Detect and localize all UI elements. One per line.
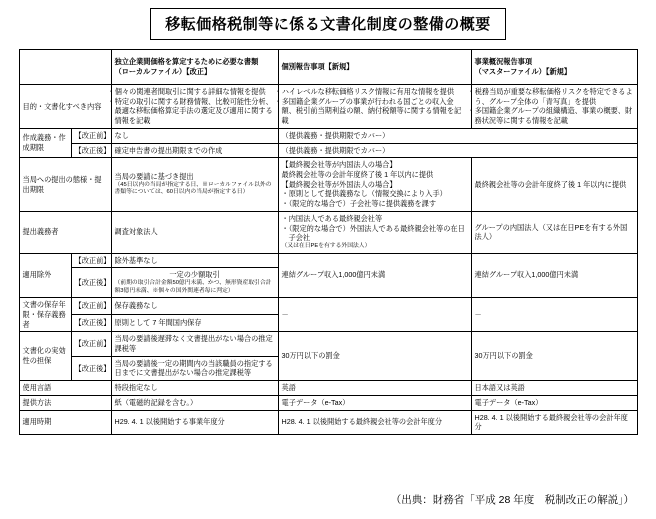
row-header-effective-date: 適用時期 (19, 410, 111, 434)
cell-effective-date-local: H29. 4. 1 以後開始する事業年度分 (111, 410, 278, 434)
cell-obligor-master: グループの内国法人（又は在日PEを有する外国法人） (471, 211, 637, 253)
cell-submission-local (111, 158, 278, 212)
sub-header-before: 【改正前】 (71, 332, 111, 356)
cell-retention-after-local: 原則として 7 年間国内保存 (111, 315, 278, 332)
cell-line: 当局の要請に基づき提出 (114, 172, 194, 182)
column-header-local-file (111, 50, 278, 85)
cell-method-cbc: 電子データ（e-Tax） (278, 395, 471, 410)
cell-enforcement-after-local: 当局の要請後一定の期間内の当該職員の指定する日までに文書提出がない場合の推定課税等 (111, 356, 278, 380)
cell-language-cbc: 英語 (278, 381, 471, 396)
cell-line: ・特定の取引に関する財務情報、比較可能性分析、最適な移転価格算定手法の選定及び適用に関する情報を記載 (107, 96, 273, 126)
table-row (19, 410, 637, 434)
cell-retention-before-local: 保存義務なし (111, 298, 278, 315)
table-row (19, 158, 637, 212)
cell-note: （前期の取引合計金額50億円未満、かつ、無形資産取引合計額3億円未満、※個々の国外関連者毎に判定） (114, 280, 272, 294)
cell-line: ・多国籍企業グループの事業が行われる国ごとの収入金額、税引前当期利益の額、納付税額等に関する情報を記載 (274, 96, 462, 126)
cell-purpose-local (107, 85, 278, 129)
cell-purpose-master (467, 85, 637, 129)
cell-obligor-cbc (278, 211, 471, 253)
column-header-local-file-line2: （ローカルファイル）【改正】 (114, 67, 212, 76)
cell-exemption-before-local: 除外基準なし (111, 253, 278, 268)
column-header-cbc-report (278, 50, 471, 85)
cell-preparation-before-local: なし (111, 128, 278, 143)
row-header-preparation: 作成義務・作成期限 (19, 128, 71, 157)
row-header-submission: 当局への提出の態様・提出期限 (19, 158, 111, 212)
row-header-retention: 文書の保存年限・保存義務者 (19, 298, 71, 332)
row-header-method: 提供方法 (19, 395, 111, 410)
cell-enforcement-before-local: 当局の要請後遅滞なく文書提出がない場合の推定課税等 (111, 332, 278, 356)
table-row (19, 85, 637, 129)
cell-note: （45日以内の当局が指定する日、※ローカルファイル以外の書類等については、60日以内の当局が指定する日） (114, 181, 272, 196)
sub-header-before: 【改正前】 (71, 128, 111, 143)
sub-header-after: 【改正後】 (71, 315, 111, 332)
cell-language-master: 日本語又は英語 (471, 381, 637, 396)
cell-effective-date-cbc: H28. 4. 1 以後開始する最終親会社等の会計年度分 (278, 410, 471, 434)
cell-preparation-after-covered: （提供義務・提供期限でカバー） (278, 143, 637, 158)
sub-header-after: 【改正後】 (71, 268, 111, 298)
row-header-obligor: 提出義務者 (19, 211, 111, 253)
cell-line: ・ハイレベルな移転価格リスク情報に有用な情報を提供 (274, 87, 455, 96)
cell-method-local: 紙（電磁的記録を含む。） (111, 395, 278, 410)
sub-header-after: 【改正後】 (71, 356, 111, 380)
table-row (19, 143, 637, 158)
row-header-language: 使用言語 (19, 381, 111, 396)
table-header (19, 50, 637, 85)
table-row (19, 395, 637, 410)
table-row (19, 381, 637, 396)
row-header-enforcement: 文書化の実効性の担保 (19, 332, 71, 381)
table-corner-cell (19, 50, 111, 85)
cell-language-local: 特段指定なし (111, 381, 278, 396)
page-title: 移転価格税制等に係る文書化制度の整備の概要 (150, 8, 506, 40)
column-header-master-file-line1: 事業概況報告事項 (474, 57, 533, 67)
cell-line: ・個々の関連者間取引に関する詳細な情報を提供 (107, 87, 266, 96)
table-row (19, 253, 637, 268)
cell-purpose-cbc (274, 85, 471, 129)
cell-exemption-after-local (111, 268, 278, 298)
table-row (19, 211, 637, 253)
cell-line: ・（限定的な場合で）外国法人である最終親会社等の在日子会社 (281, 223, 465, 243)
sub-header-after: 【改正後】 (71, 143, 111, 158)
cell-preparation-after-local: 確定申告書の提出期限までの作成 (111, 143, 278, 158)
title-container (0, 8, 656, 40)
row-header-exemption: 適用除外 (19, 253, 71, 298)
table-row (19, 128, 637, 143)
sub-header-before: 【改正前】 (71, 298, 111, 315)
sub-header-before: 【改正前】 (71, 253, 111, 268)
cell-exemption-cbc: 連結グループ収入1,000億円未満 (278, 253, 471, 298)
document-page (0, 8, 656, 519)
cell-line: ・多国籍企業グループの組織構造、事業の概要、財務状況等に関する情報を記載 (467, 106, 633, 126)
cell-retention-cbc: － (278, 298, 471, 332)
column-header-master-file-line2: （マスターファイル）【新規】 (474, 67, 572, 76)
cell-retention-master: － (471, 298, 637, 332)
cell-note: （又は在日PEを有する外国法人） (281, 243, 371, 250)
table-header-row (19, 50, 637, 85)
cell-submission-cbc (278, 158, 471, 212)
table-body (19, 85, 637, 435)
row-header-purpose: 目的・文書化すべき内容 (19, 85, 111, 129)
cell-line: ・内国法人である最終親会社等 (281, 213, 383, 223)
column-header-cbc-report-line1: 個別報告事項【新規】 (281, 62, 354, 72)
source-note: （出典：財務省「平成 28 年度 税制改正の解説」） (390, 494, 634, 506)
cell-method-master: 電子データ（e-Tax） (471, 395, 637, 410)
cell-line: 最終親会社等の会計年度終了後 1 年以内に提供 (281, 170, 434, 180)
cell-submission-master: 最終親会社等の会計年度終了後 1 年以内に提供 (471, 158, 637, 212)
cell-line: 【最終親会社等が外国法人の場合】 (281, 179, 397, 189)
column-header-master-file (471, 50, 637, 85)
cell-line: ・税務当局が重要な移転価格リスクを特定できるよう、グループ全体の「青写真」を提供 (467, 87, 633, 106)
cell-line: 【最終親会社等が内国法人の場合】 (281, 160, 397, 170)
table-row (19, 298, 637, 315)
table-row (19, 332, 637, 356)
comparison-table (19, 49, 638, 435)
cell-effective-date-master: H28. 4. 1 以後開始する最終親会社等の会計年度分 (471, 410, 637, 434)
cell-line: 一定の少額取引 (169, 270, 220, 280)
cell-preparation-before-covered: （提供義務・提供期限でカバー） (278, 128, 637, 143)
cell-obligor-local: 調査対象法人 (111, 211, 278, 253)
column-header-local-file-line1: 独立企業間価格を算定するために必要な書類 (114, 57, 259, 67)
cell-line: ・（限定的な場合で）子会社等に提供義務を課す (281, 199, 437, 209)
cell-enforcement-master: 30万円以下の罰金 (471, 332, 637, 381)
cell-enforcement-cbc: 30万円以下の罰金 (278, 332, 471, 381)
cell-exemption-master: 連結グループ収入1,000億円未満 (471, 253, 637, 298)
cell-line: ・原則として提供義務なし（情報交換により入手） (281, 189, 447, 199)
